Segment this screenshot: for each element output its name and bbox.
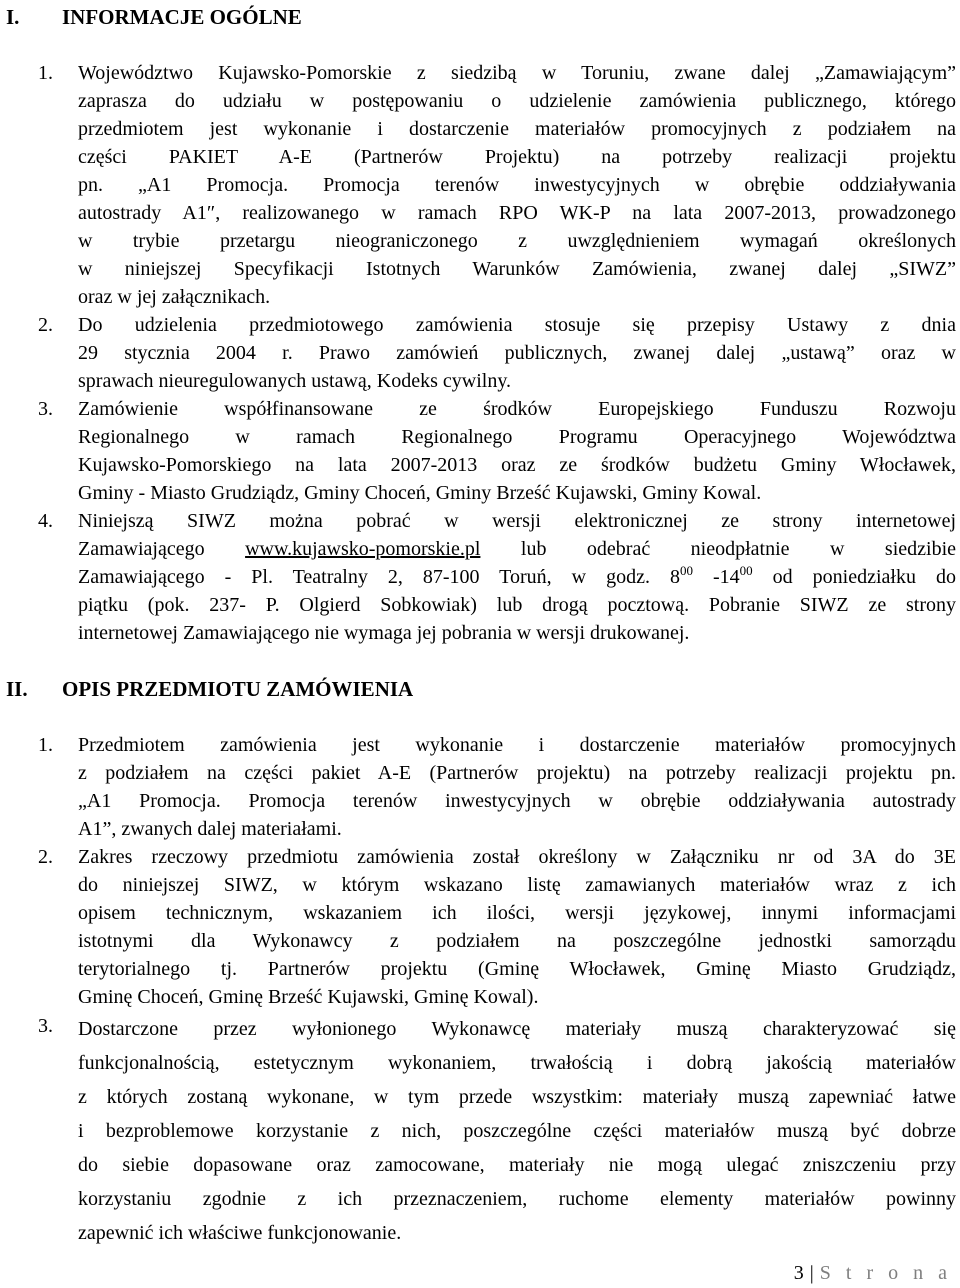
text-line: autostrady A1″, realizowanego w ramach RPO WK-P na lata 2007-2013, prowadzonego [78,202,956,224]
list-item [38,311,956,395]
list-item [38,1012,956,1250]
text-line: 29 stycznia 2004 r. Prawo zamówień publicznych, zwanej dalej „ustawą” oraz w [78,342,956,364]
text-line: do siebie dopasowane oraz zamocowane, materiały nie mogą ulegać zniszczeniu przy [78,1154,956,1176]
hour-superscript: 00 [679,563,693,578]
website-link[interactable]: www.kujawsko-pomorskie.pl [245,538,481,560]
text-line: Dostarczone przez wyłonionego Wykonawcę materiały muszą charakteryzować się [78,1018,956,1040]
text-fragment: -14 [692,566,740,588]
text-fragment: Zamawiającego - Pl. Teatralny 2, 87-100 Toruń, w godz. 8 [78,566,680,588]
section-title: INFORMACJE OGÓLNE [62,5,302,29]
text-line [78,563,956,591]
text-fragment: lub odebrać nieodpłatnie w siedzibie [480,538,957,560]
text-line: Kujawsko-Pomorskiego na lata 2007-2013 oraz ze środków budżetu Gminy Włocławek, [78,454,956,476]
list-item [38,59,956,311]
text-line: części PAKIET A-E (Partnerów Projektu) na potrzeby realizacji projektu [78,146,956,168]
item-number: 1. [38,62,53,84]
text-line: przedmiotem jest wykonanie i dostarczenie materiałów promocyjnych z podziałem na [78,118,956,140]
text-line: do niniejszej SIWZ, w którym wskazano listę zamawianych materiałów wraz z ich [78,874,956,896]
text-line: Zamówienie współfinansowane ze środków Europejskiego Funduszu Rozwoju [78,398,956,420]
text-line: „A1 Promocja. Promocja terenów inwestycyjnych w obrębie oddziaływania autostrady [78,790,956,812]
text-line: zaprasza do udziału w postępowaniu o udzielenie zamówienia publicznego, którego [78,90,956,112]
list-item [38,507,956,647]
item-text [78,311,956,395]
text-line: Zakres rzeczowy przedmiotu zamówienia został określony w Załączniku nr od 3A do 3E [78,846,956,868]
text-line: Niniejszą SIWZ można pobrać w wersji elektronicznej ze strony internetowej [78,510,956,532]
text-line: istotnymi dla Wykonawcy z podziałem na poszczególne jednostki samorządu [78,930,956,952]
text-line: i bezproblemowe korzystanie z nich, poszczególne części materiałów muszą być dobrze [78,1120,956,1142]
text-line: w trybie przetargu nieograniczonego z uwzględnieniem wymagań określonych [78,230,956,252]
text-line: opisem technicznym, wskazaniem ich ilości, wersji językowej, innymi informacjami [78,902,956,924]
text-line: Województwo Kujawsko-Pomorskie z siedzibą w Toruniu, zwane dalej „Zamawiającym” [78,62,956,84]
page-number: 3 [793,1262,804,1284]
page-footer [794,1260,952,1286]
item-text [78,395,956,507]
footer-separator: | [809,1262,814,1284]
text-line: pn. „A1 Promocja. Promocja terenów inwestycyjnych w obrębie oddziaływania [78,174,956,196]
text-line: Do udzielenia przedmiotowego zamówienia stosuje się przepisy Ustawy z dnia [78,314,956,336]
text-line: oraz w jej załącznikach. [78,286,271,308]
text-line: zapewnić ich właściwe funkcjonowanie. [78,1222,402,1244]
list-item [38,843,956,1011]
item-number: 1. [38,734,53,756]
text-line: piątku (pok. 237- P. Olgierd Sobkowiak) lub drogą pocztową. Pobranie SIWZ ze strony [78,594,956,616]
section-title: OPIS PRZEDMIOTU ZAMÓWIENIA [62,677,414,701]
item-number: 4. [38,510,53,532]
text-line: internetowej Zamawiającego nie wymaga jej pobrania w wersji drukowanej. [78,622,690,644]
item-text [78,843,956,1011]
text-line [78,535,956,563]
item-number: 2. [38,314,53,336]
item-number: 3. [38,1015,53,1037]
text-line: w niniejszej Specyfikacji Istotnych Warunków Zamówienia, zwanej dalej „SIWZ” [78,258,956,280]
text-line: Przedmiotem zamówienia jest wykonanie i dostarczenie materiałów promocyjnych [78,734,956,756]
text-line: sprawach nieuregulowanych ustawą, Kodeks cywilny. [78,370,512,392]
list-item [38,395,956,507]
list-item [38,731,956,843]
section-number: II. [6,677,28,701]
text-line: Gminę Choceń, Gminę Brześć Kujawski, Gminę Kowal). [78,986,539,1008]
item-text [78,59,956,311]
item-text [78,507,956,647]
text-fragment: Zamawiającego [78,538,246,560]
text-line: A1”, zwanych dalej materiałami. [78,818,342,840]
text-line: korzystaniu zgodnie z ich przeznaczeniem, ruchome elementy materiałów powinny [78,1188,956,1210]
text-line: z podziałem na części pakiet A-E (Partnerów projektu) na potrzeby realizacji projektu pn. [78,762,956,784]
item-text [78,731,956,843]
text-line: funkcjonalnością, estetycznym wykonaniem, trwałością i dobrą jakością materiałów [78,1052,956,1074]
section-heading-1 [6,4,302,30]
text-line: terytorialnego tj. Partnerów projektu (Gminę Włocławek, Gminę Miasto Grudziądz, [78,958,956,980]
text-fragment: od poniedziałku do [752,566,956,588]
text-line: Regionalnego w ramach Regionalnego Programu Operacyjnego Województwa [78,426,956,448]
item-text [78,1012,956,1250]
item-number: 2. [38,846,53,868]
footer-label: S t r o n a [819,1262,952,1284]
hour-superscript: 00 [739,563,753,578]
section-heading-2 [6,676,413,702]
section-number: I. [6,5,20,29]
text-line: z których zostaną wykonane, w tym przede wszystkim: materiały muszą zapewniać łatwe [78,1086,956,1108]
item-number: 3. [38,398,53,420]
text-line: Gminy - Miasto Grudziądz, Gminy Choceń, Gminy Brześć Kujawski, Gminy Kowal. [78,482,762,504]
